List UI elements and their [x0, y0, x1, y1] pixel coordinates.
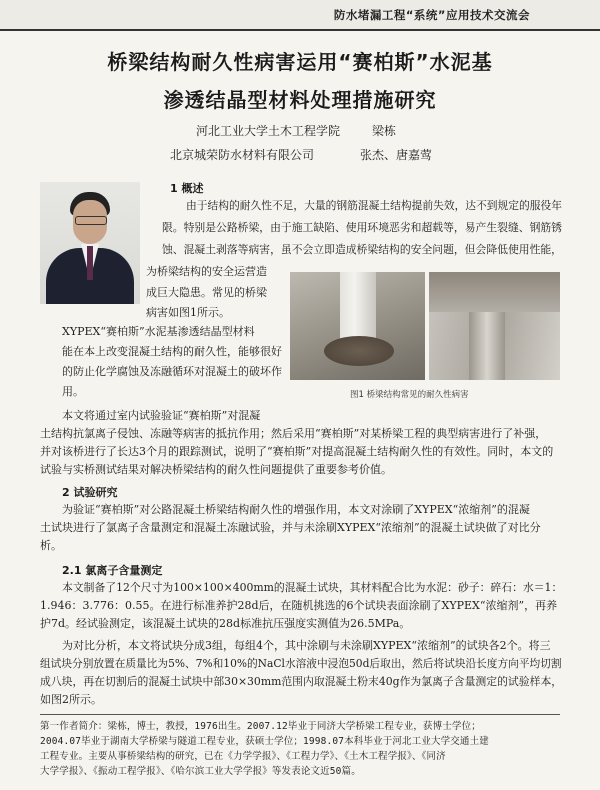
section1-p3-line3: 并对该桥进行了长达3个月的跟踪测试，说明了“赛柏斯”对提高混凝土结构耐久性的有效性。同时，本文的 [40, 445, 554, 458]
section1-p2-line3: 的防止化学腐蚀及冻融循环对混凝土的破坏作 [62, 365, 282, 378]
section21-p2-line2: 组试块分别放置在质量比为5%、7%和10%的NaCl水溶液中浸泡50d后取出，然后将试块沿长度方向平均切割 [40, 657, 562, 670]
section1-p3-line2: 土结构抗氯离子侵蚀、冻融等病害的抵抗作用；然后采用“赛柏斯”对某桥梁工程的典型病害进行了补强， [40, 427, 547, 440]
footnote-line4: 大学学报》、《振动工程学报》、《哈尔滨工业大学学报》等发表论文近50篇。 [40, 766, 361, 777]
figure1-photo-pier-damage [290, 272, 425, 380]
section1-p2-line4: 用。 [62, 385, 84, 398]
section1-p1b-line1: 为桥梁结构的安全运营造 [146, 265, 267, 278]
section1-p1b-line2: 成巨大隐患。常见的桥梁 [146, 286, 267, 299]
section21-p2-line3: 成八块，再在切割后的混凝土试块中部30×30mm范围内取混凝土粉末40g作为氯离子含量测定的试验样本， [40, 675, 563, 688]
section21-p1-line2: 1.946：3.776：0.55。在进行标准养护28d后，在随机挑选的6个试块表面涂刷了XYPEX“浓缩剂”，再养 [40, 599, 558, 612]
section1-p1-line1: 由于结构的耐久性不足，大量的钢筋混凝土结构提前失效，达不到规定的服役年 [186, 199, 562, 212]
section1-p3-line1: 本文将通过室内试验验证“赛柏斯”对混凝 [62, 409, 261, 422]
article-title-line1: 桥梁结构耐久性病害运用“赛柏斯”水泥基 [107, 50, 493, 74]
section21-p1-line1: 本文制备了12个尺寸为100×100×400mm的混凝土试块，其材料配合比为水泥：砂子：碎石：水＝1： [62, 581, 563, 594]
section21-p2-line1: 为对比分析，本文将试块分成3组，每组4个，其中涂刷与未涂刷XYPEX“浓缩剂”的试块各2个。将三 [62, 639, 551, 652]
section1-p2-line2: 能在本上改变混凝土结构的耐久性，能够很好 [62, 345, 282, 358]
journal-header-title: 防水堵漏工程“系统”应用技术交流会 [333, 8, 530, 22]
section2-p1-line3: 析。 [40, 539, 62, 552]
author-2: 张杰、唐嘉莺 [360, 148, 433, 162]
author-1: 梁栋 [372, 124, 397, 138]
section2-p1-line2: 土试块进行了氯离子含量测定和混凝土冻融试验，并与未涂刷XYPEX“浓缩剂”的混凝土试块做了对比分 [40, 521, 541, 534]
author-photo [40, 182, 140, 304]
section2-p1-line1: 为验证“赛柏斯”对公路混凝土桥梁结构耐久性的增强作用，本文对涂刷了XYPEX“浓缩剂”的混凝 [62, 503, 530, 516]
section2-heading: 2 试验研究 [62, 486, 118, 499]
article-title-line2: 渗透结晶型材料处理措施研究 [163, 88, 437, 112]
section21-p1-line3: 护7d。经试验测定，该混凝土试块的28d标准抗压强度实测值为26.5MPa。 [40, 617, 411, 630]
figure1-caption: 图1 桥梁结构常见的耐久性病害 [350, 390, 469, 400]
section1-heading: 1 概述 [170, 182, 204, 195]
footnote-line2: 2004.07毕业于湖南大学桥梁与隧道工程专业，获硕士学位；1998.07本科毕业于河北工业大学交通土建 [40, 736, 489, 747]
section1-p1-line2: 限。特别是公路桥梁，由于施工缺陷、使用环境恶劣和超载等，易产生裂缝、钢筋锈 [162, 221, 562, 234]
section1-p2-line1: XYPEX“赛柏斯”水泥基渗透结晶型材料 [62, 325, 255, 338]
header-rule [0, 29, 600, 31]
figure1-photo-beam-damage [429, 272, 560, 380]
section21-heading: 2.1 氯离子含量测定 [62, 564, 163, 577]
section1-p1-line3: 蚀、混凝土剥落等病害，虽不会立即造成桥梁结构的安全问题，但会降低使用性能， [162, 243, 562, 256]
section1-p1b-line3: 病害如图1所示。 [146, 306, 230, 319]
section21-p2-line4: 如图2所示。 [40, 693, 102, 706]
affiliation-1: 河北工业大学土木工程学院 [196, 124, 341, 138]
section1-p3-line4: 试验与实桥测试结果对解决桥梁结构的耐久性问题提供了重要参考价值。 [40, 463, 392, 476]
affiliation-2: 北京城荣防水材料有限公司 [170, 148, 315, 162]
footnote-rule [40, 714, 560, 715]
footnote-line1: 第一作者简介：梁栋，博士，教授，1976出生。2007.12毕业于同济大学桥梁工程专业，获博士学位； [40, 721, 481, 732]
footnote-line3: 工程专业。主要从事桥梁结构的研究，已在《力学学报》、《工程力学》、《土木工程学报》、《同济 [40, 751, 446, 762]
